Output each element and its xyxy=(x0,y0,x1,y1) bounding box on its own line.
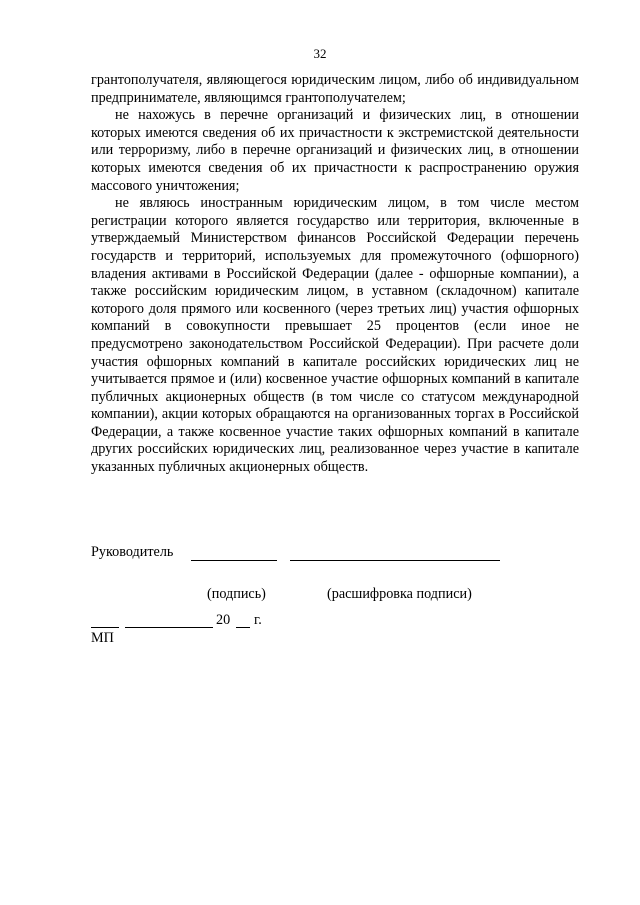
decoding-caption: (расшифровка подписи) xyxy=(327,586,472,602)
signature-decoding-line xyxy=(290,560,500,561)
page-number: 32 xyxy=(313,46,327,61)
date-year-prefix: 20 xyxy=(216,612,231,628)
paragraph-offshore-companies: не являюсь иностранным юридическим лицом, в том числе местом регистрации которого является государство или территория, включенные в утверждаемый Министерством финансов Российской Федерации перечень государств и территорий, используемых для промежуточного (офшорного) владения активами в Российской Федерации (далее - офшорные компании), а также российским юридическим лицом, в уставном (складочном) капитале которого доля прямого или косвенного (через третьих лиц) участия офшорных компаний в совокупности превышает 25 процентов (если иное не предусмотрено законодательством Российской Федерации). При расчете доли участия офшорных компаний в капитале российских юридических лиц не учитывается прямое и (или) косвенное участие офшорных компаний в капитале публичных акционерных обществ (в том числе со статусом международной компании), акции которых обращаются на организованных торгах в Российской Федерации, а также косвенное участие таких офшорных компаний в капитале других российских юридических лиц, реализованное через участие в капитале указанных публичных акционерных обществ. xyxy=(91,195,579,476)
signature-caption: (подпись) xyxy=(207,586,266,602)
date-year-suffix: г. xyxy=(254,612,262,628)
document-body xyxy=(91,72,579,477)
stamp-place-label: МП xyxy=(91,630,114,646)
date-month-blank xyxy=(125,627,213,628)
date-year-blank xyxy=(236,627,250,628)
paragraph-extremism-list: не нахожусь в перечне организаций и физических лиц, в отношении которых имеются сведения об их причастности к экстремистской деятельности или терроризму, либо в перечне организаций и физических лиц, в отношении которых имеются сведения об их причастности к распространению оружия массового уничтожения; xyxy=(91,107,579,194)
signature-line xyxy=(191,560,277,561)
date-day-blank xyxy=(91,627,119,628)
paragraph-grant-recipient: грантополучателя, являющегося юридическим лицом, либо об индивидуальном предпринимателе, являющимся грантополучателем; xyxy=(91,72,579,106)
date-row xyxy=(91,612,291,632)
role-label: Руководитель xyxy=(91,544,174,560)
